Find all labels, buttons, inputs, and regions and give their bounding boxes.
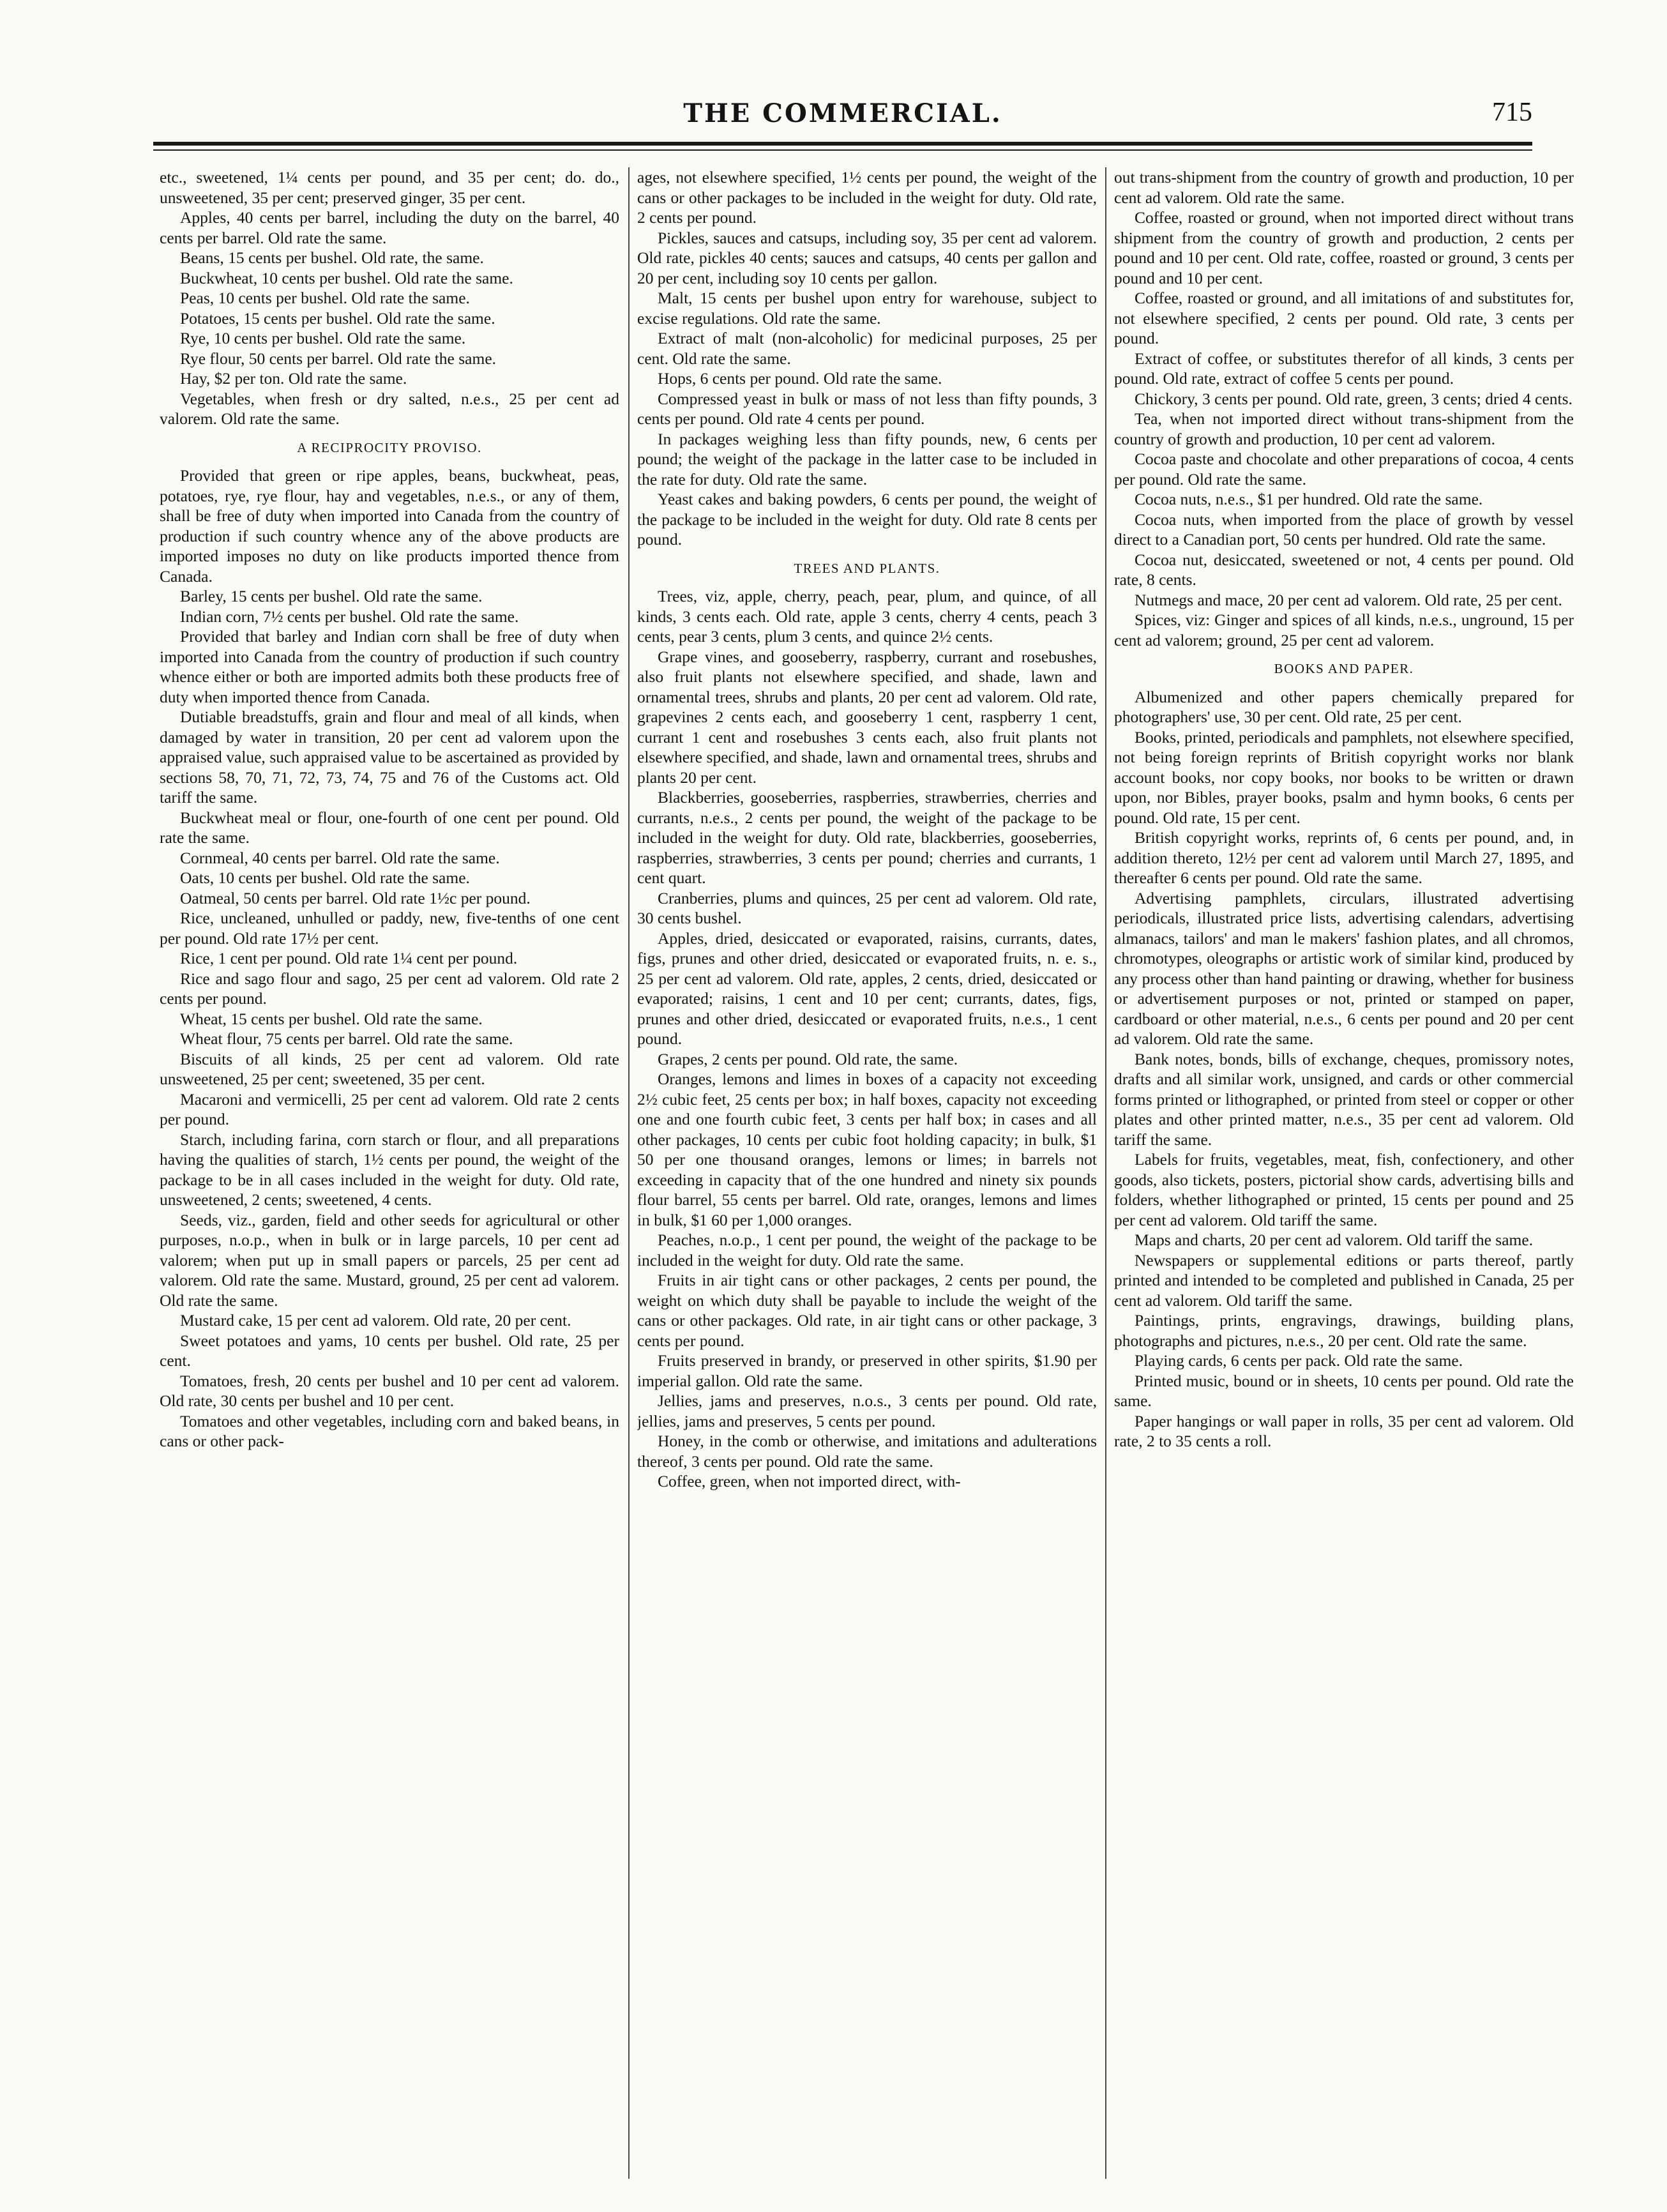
tariff-paragraph: Maps and charts, 20 per cent ad valorem. Old tariff the same. xyxy=(1135,1231,1534,1249)
tariff-paragraph: Fruits preserved in brandy, or preserved in other spirits, $1.90 per imperial gallon. Old rate the same. xyxy=(637,1351,1097,1390)
page-number: 715 xyxy=(1492,98,1532,127)
tariff-paragraph: Extract of coffee, or substitutes therefor of all kinds, 3 cents per pound. Old rate, extract of coffee 5 cents per pound. xyxy=(1114,349,1574,388)
tariff-paragraph: British copyright works, reprints of, 6 cents per pound, and, in addition thereto, 12½ per cent ad valorem until March 27, 1895, and thereafter 6 cents per pound. Old rate the same. xyxy=(1114,828,1574,887)
tariff-paragraph: Compressed yeast in bulk or mass of not less than fifty pounds, 3 cents per pound. Old rate 4 cents per pound. xyxy=(637,389,1097,428)
tariff-paragraph: Oranges, lemons and limes in boxes of a capacity not exceeding 2½ cubic feet, 25 cents per box; in half boxes, capacity not exceeding one and one fourth cubic feet, 3 cents per half box; in cases and all other packages, 10 cents per cubic foot holding capacity; in bulk, $1 50 per one thousand oranges, lemons or limes; in barrels not exceeding in capacity that of the one hundred and ninety six pounds flour barrel, 55 cents per barrel. Old rate, oranges, lemons and limes in bulk, $1 60 per 1,000 oranges. xyxy=(637,1070,1097,1229)
tariff-paragraph: Rice, uncleaned, unhulled or paddy, new, five-tenths of one cent per pound. Old rate 17½ per cent. xyxy=(160,909,619,948)
masthead xyxy=(153,96,1532,134)
tariff-paragraph: Chickory, 3 cents per pound. Old rate, green, 3 cents; dried 4 cents. xyxy=(1135,389,1573,408)
tariff-paragraph: Hops, 6 cents per pound. Old rate the same. xyxy=(658,369,942,388)
tariff-paragraph: Extract of malt (non-alcoholic) for medicinal purposes, 25 per cent. Old rate the same. xyxy=(637,329,1097,368)
tariff-paragraph: Pickles, sauces and catsups, including soy, 35 per cent ad valorem. Old rate, pickles 40 cents; sauces and catsups, 40 cents per gallon and 20 per cent, including soy 10 cents per gallon. xyxy=(637,228,1097,287)
text-column-3 xyxy=(1114,167,1574,2179)
tariff-paragraph: Hay, $2 per ton. Old rate the same. xyxy=(180,369,407,388)
tariff-paragraph: Coffee, roasted or ground, when not imported direct without trans shipment from the country of growth and production, 2 cents per pound and 10 per cent. Old rate, coffee, roasted or ground, 3 cents per pound and 10 per cent. xyxy=(1114,208,1574,287)
tariff-paragraph: Grapes, 2 cents per pound. Old rate, the same. xyxy=(658,1049,958,1068)
column-divider xyxy=(628,167,630,2179)
tariff-paragraph: Yeast cakes and baking powders, 6 cents per pound, the weight of the package to be included in the weight for duty. Old rate 8 cents per pound. xyxy=(637,490,1097,549)
tariff-paragraph: Indian corn, 7½ cents per bushel. Old rate the same. xyxy=(180,607,519,626)
tariff-paragraph: Trees, viz, apple, cherry, peach, pear, plum, and quince, of all kinds, 3 cents each. Old rate, apple 3 cents, cherry 4 cents, peach 3 cents, pear 3 cents, plum 3 cents, and quince 2½ cents. xyxy=(637,587,1097,646)
column-divider xyxy=(1105,167,1106,2179)
tariff-paragraph: Grape vines, and gooseberry, raspberry, currant and rosebushes, also fruit plants not elsewhere specified, and shade, lawn and ornamental trees, shrubs and plants, 20 per cent ad valorem. Old rate, grapevines 2 cents each, and gooseberry 1 cent, raspberry 1 cent, currant 1 cent and rosebushes 3 cents each, also fruit plants not elsewhere specified, and shade, lawn and ornamental trees, shrubs and plants 20 per cent. xyxy=(637,647,1097,787)
section-heading: A RECIPROCITY PROVISO. xyxy=(297,439,482,455)
tariff-paragraph: Sweet potatoes and yams, 10 cents per bushel. Old rate, 25 per cent. xyxy=(160,1331,619,1370)
tariff-paragraph: Rye flour, 50 cents per barrel. Old rate the same. xyxy=(180,349,497,368)
tariff-paragraph: Wheat, 15 cents per bushel. Old rate the same. xyxy=(180,1009,483,1028)
tariff-paragraph: etc., sweetened, 1¼ cents per pound, and 35 per cent; do. do., unsweetened, 35 per cent; preserved ginger, 35 per cent. xyxy=(160,168,619,207)
tariff-paragraph: Fruits in air tight cans or other packages, 2 cents per pound, the weight on which duty shall be payable to include the weight of the cans or other packages. Old rate, in air tight cans or other package, 3 cents per pound. xyxy=(637,1271,1097,1350)
tariff-paragraph: Tea, when not imported direct without trans-shipment from the country of growth and production, 10 per cent ad valorem. xyxy=(1114,409,1574,448)
tariff-paragraph: Provided that green or ripe apples, beans, buckwheat, peas, potatoes, rye, rye flour, hay and vegetables, n.e.s., or any of them, shall be free of duty when imported into Canada from the country of production if such country whence any of the above products are imported imposes no duty on like products imported thence from Canada. xyxy=(160,466,619,586)
tariff-paragraph: Printed music, bound or in sheets, 10 cents per pound. Old rate the same. xyxy=(1114,1371,1574,1410)
tariff-paragraph: Macaroni and vermicelli, 25 per cent ad valorem. Old rate 2 cents per pound. xyxy=(160,1089,619,1128)
tariff-paragraph: Barley, 15 cents per bushel. Old rate the same. xyxy=(180,587,483,605)
tariff-paragraph: Dutiable breadstuffs, grain and flour and meal of all kinds, when damaged by water in transition, 20 per cent ad valorem upon the appraised value, such appraised value to be ascertained as provided by sections 58, 70, 71, 72, 73, 74, 75 and 76 of the Customs act. Old tariff the same. xyxy=(160,708,619,807)
tariff-paragraph: In packages weighing less than fifty pounds, new, 6 cents per pound; the weight of the package in the latter case to be included in the rate for duty. Old rate the same. xyxy=(637,429,1097,489)
tariff-paragraph: Labels for fruits, vegetables, meat, fish, confectionery, and other goods, also tickets, posters, pictorial show cards, advertising bills and folders, whether lithographed or printed, 15 cents per pound and 25 per cent ad valorem. Old tariff the same. xyxy=(1114,1150,1574,1229)
tariff-paragraph: Buckwheat meal or flour, one-fourth of one cent per pound. Old rate the same. xyxy=(160,808,619,847)
tariff-paragraph: Seeds, viz., garden, field and other seeds for agricultural or other purposes, n.o.p., when in bulk or in large parcels, 10 per cent ad valorem; when put up in small papers or parcels, 25 per cent ad valorem. Old rate the same. Mustard, ground, 25 per cent ad valorem. Old rate the same. xyxy=(160,1210,619,1310)
tariff-paragraph: Albumenized and other papers chemically prepared for photographers' use, 30 per cent. Old rate, 25 per cent. xyxy=(1114,687,1574,726)
tariff-paragraph: Bank notes, bonds, bills of exchange, cheques, promissory notes, drafts and all similar work, unsigned, and cards or other commercial forms printed or lithographed, or printed from steel or copper or other plates and other printed matter, n.e.s., 35 per cent ad valorem. Old tariff the same. xyxy=(1114,1049,1574,1149)
tariff-paragraph: Peas, 10 cents per bushel. Old rate the same. xyxy=(180,289,470,307)
tariff-paragraph: out trans-shipment from the country of growth and production, 10 per cent ad valorem. Old rate the same. xyxy=(1114,168,1574,207)
tariff-paragraph: Biscuits of all kinds, 25 per cent ad valorem. Old rate unsweetened, 25 per cent; sweetened, 35 per cent. xyxy=(160,1049,619,1088)
tariff-paragraph: Oats, 10 cents per bushel. Old rate the same. xyxy=(180,868,470,887)
tariff-paragraph: Cocoa nuts, when imported from the place of growth by vessel direct to a Canadian port, 50 cents per hundred. Old rate the same. xyxy=(1114,510,1574,549)
header-rule-thin xyxy=(153,149,1532,151)
tariff-paragraph: ages, not elsewhere specified, 1½ cents per pound, the weight of the cans or other packages to be included in the weight for duty. Old rate, 2 cents per pound. xyxy=(637,168,1097,227)
tariff-paragraph: Vegetables, when fresh or dry salted, n.e.s., 25 per cent ad valorem. Old rate the same. xyxy=(160,389,619,428)
tariff-paragraph: Cocoa nuts, n.e.s., $1 per hundred. Old rate the same. xyxy=(1135,490,1483,508)
tariff-paragraph: Mustard cake, 15 per cent ad valorem. Old rate, 20 per cent. xyxy=(180,1311,571,1329)
header-rule-thick xyxy=(153,142,1532,146)
section-heading: BOOKS AND PAPER. xyxy=(1274,661,1414,676)
tariff-paragraph: Blackberries, gooseberries, raspberries, strawberries, cherries and currants, n.e.s., 2 cents per pound, the weight of the package to be included in the weight for duty. Old rate, blackberries, gooseberries, raspberries, strawberries, 3 cents per pound; cherries and currants, 1 cent quart. xyxy=(637,788,1097,887)
tariff-paragraph: Jellies, jams and preserves, n.o.s., 3 cents per pound. Old rate, jellies, jams and preserves, 5 cents per pound. xyxy=(637,1391,1097,1430)
tariff-paragraph: Rice, 1 cent per pound. Old rate 1¼ cent per pound. xyxy=(180,949,518,967)
tariff-paragraph: Spices, viz: Ginger and spices of all kinds, n.e.s., unground, 15 per cent ad valorem; ground, 25 per cent ad valorem. xyxy=(1114,610,1574,649)
tariff-paragraph: Rye, 10 cents per bushel. Old rate the same. xyxy=(180,329,466,347)
tariff-paragraph: Cocoa nut, desiccated, sweetened or not, 4 cents per pound. Old rate, 8 cents. xyxy=(1114,550,1574,589)
tariff-paragraph: Potatoes, 15 cents per bushel. Old rate the same. xyxy=(180,308,495,328)
tariff-paragraph: Cornmeal, 40 cents per barrel. Old rate the same. xyxy=(180,848,500,867)
tariff-paragraph: Peaches, n.o.p., 1 cent per pound, the weight of the package to be included in the weight for duty. Old rate the same. xyxy=(637,1231,1097,1269)
tariff-paragraph: Paintings, prints, engravings, drawings, building plans, photographs and pictures, n.e.s., 20 per cent. Old rate the same. xyxy=(1114,1311,1574,1350)
tariff-paragraph: Tomatoes and other vegetables, including corn and baked beans, in cans or other pack- xyxy=(160,1411,619,1450)
tariff-paragraph: Newspapers or supplemental editions or parts thereof, partly printed and intended to be completed and published in Canada, 25 per cent ad valorem. Old tariff the same. xyxy=(1114,1250,1574,1310)
tariff-paragraph: Cranberries, plums and quinces, 25 per cent ad valorem. Old rate, 30 cents bushel. xyxy=(637,888,1097,927)
tariff-paragraph: Beans, 15 cents per bushel. Old rate, the same. xyxy=(180,248,484,267)
tariff-paragraph: Tomatoes, fresh, 20 cents per bushel and 10 per cent ad valorem. Old rate, 30 cents per bushel and 10 per cent. xyxy=(160,1371,619,1410)
tariff-paragraph: Malt, 15 cents per bushel upon entry for warehouse, subject to excise regulations. Old rate the same. xyxy=(637,289,1097,328)
text-column-2 xyxy=(637,167,1097,2179)
text-column-1 xyxy=(160,167,619,2179)
tariff-paragraph: Coffee, green, when not imported direct, with- xyxy=(658,1472,961,1490)
tariff-paragraph: Oatmeal, 50 cents per barrel. Old rate 1½c per pound. xyxy=(180,888,531,907)
tariff-paragraph: Books, printed, periodicals and pamphlets, not elsewhere specified, not being foreign reprints of British copyright works nor blank account books, nor copy books, nor books to be written or drawn upon, nor Bibles, prayer books, psalm and hymn books, 6 cents per pound. Old rate, 15 per cent. xyxy=(1114,727,1574,827)
tariff-paragraph: Advertising pamphlets, circulars, illustrated advertising periodicals, illustrated price lists, advertising calendars, advertising almanacs, tailors' and man le makers' fashion plates, and all chromos, chromotypes, oleographs or artistic work of similar kind, produced by any process other than hand painting or drawing, whether for business or advertisement purposes or not, printed or stamped on paper, cardboard or other material, n.e.s., 6 cents per pound and 20 per cent ad valorem. Old rate the same. xyxy=(1114,888,1574,1048)
tariff-paragraph: Wheat flour, 75 cents per barrel. Old rate the same. xyxy=(180,1029,513,1048)
tariff-paragraph: Provided that barley and Indian corn shall be free of duty when imported into Canada from the country of production if such country whence either or both are imported admits both these products free of duty when imported thence from Canada. xyxy=(160,627,619,706)
tariff-paragraph: Apples, dried, desiccated or evaporated, raisins, currants, dates, figs, prunes and other dried, desiccated or evaporated fruits, n. e. s., 25 per cent ad valorem. Old rate, apples, 2 cents, dried, desiccated or evaporated; raisins, 1 cent and 10 per cent; currants, dates, figs, prunes and other dried, desiccated or evaporated fruits, n.e.s., 1 cent pound. xyxy=(637,928,1097,1048)
tariff-paragraph: Starch, including farina, corn starch or flour, and all preparations having the qualities of starch, 1½ cents per pound, the weight of the package to be in all cases included in the weight for duty. Old rate, unsweetened, 2 cents; sweetened, 4 cents. xyxy=(160,1130,619,1209)
tariff-paragraph: Coffee, roasted or ground, and all imitations of and substitutes for, not elsewhere specified, 2 cents per pound. Old rate, 3 cents per pound. xyxy=(1114,289,1574,347)
tariff-paragraph: Playing cards, 6 cents per pack. Old rate the same. xyxy=(1135,1351,1463,1370)
tariff-paragraph: Nutmegs and mace, 20 per cent ad valorem. Old rate, 25 per cent. xyxy=(1135,590,1562,609)
section-heading: TREES AND PLANTS. xyxy=(794,560,940,576)
tariff-paragraph: Buckwheat, 10 cents per bushel. Old rate the same. xyxy=(180,268,513,287)
tariff-paragraph: Apples, 40 cents per barrel, including the duty on the barrel, 40 cents per barrel. Old rate the same. xyxy=(160,208,619,247)
tariff-paragraph: Paper hangings or wall paper in rolls, 35 per cent ad valorem. Old rate, 2 to 35 cents a roll. xyxy=(1114,1411,1574,1450)
tariff-paragraph: Honey, in the comb or otherwise, and imitations and adulterations thereof, 3 cents per pound. Old rate the same. xyxy=(637,1432,1097,1471)
tariff-paragraph: Cocoa paste and chocolate and other preparations of cocoa, 4 cents per pound. Old rate the same. xyxy=(1114,450,1574,489)
publication-title: THE COMMERCIAL. xyxy=(683,98,1002,128)
tariff-paragraph: Rice and sago flour and sago, 25 per cent ad valorem. Old rate 2 cents per pound. xyxy=(160,969,619,1008)
